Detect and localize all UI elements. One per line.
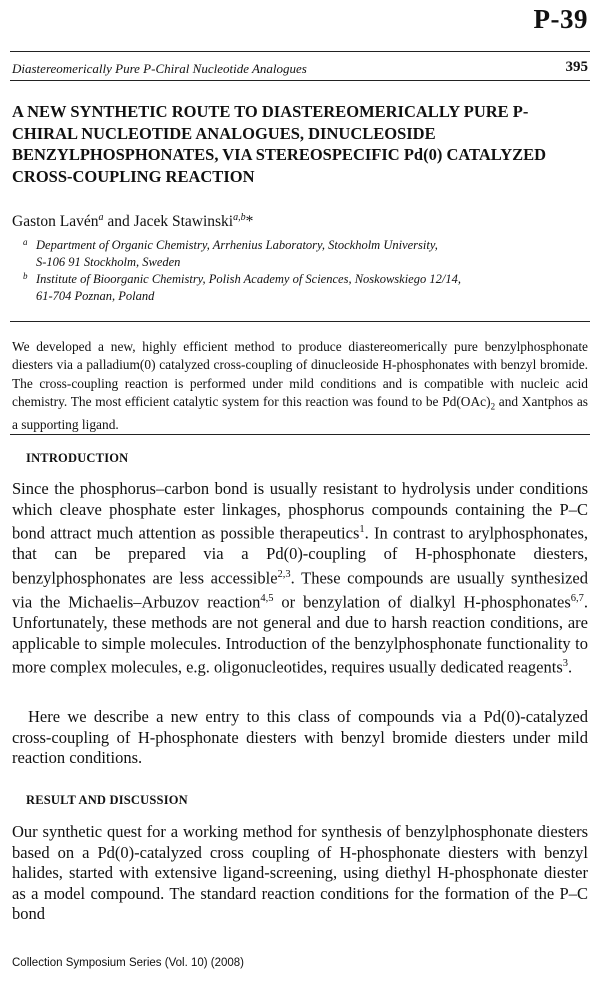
section-heading-introduction: INTRODUCTION (26, 451, 129, 465)
author-name: Gaston Lavén (12, 213, 99, 231)
page-footer: Collection Symposium Series (Vol. 10) (2008) (12, 957, 245, 969)
affiliation-label: b (23, 271, 28, 281)
intro-paragraph-2: Here we describe a new entry to this class of compounds via a Pd(0)-catalyzed cross-coupling of H-phosphonate diesters with benzyl bromide diesters under mild reaction conditions. (12, 707, 588, 768)
affiliation-label: a (23, 237, 28, 247)
author-affiliation-mark: a (98, 212, 104, 223)
section-heading-results: RESULT AND DISCUSSION (26, 793, 188, 807)
running-header-rule (10, 80, 590, 81)
citation: 3 (562, 658, 568, 670)
citation: 6,7 (570, 592, 584, 604)
affiliation-line: 61-704 Poznan, Poland (36, 289, 155, 303)
running-title: Diastereomerically Pure P-Chiral Nucleotide Analogues (12, 61, 307, 76)
results-paragraph-1: Our synthetic quest for a working method for synthesis of benzylphosphonate diesters based on a Pd(0)-catalyzed cross coupling of H-phosphonate diesters with benzyl halides, started with extensive ligand-screening, using diethyl H-phosphonate diester as a model compound. The standard reaction conditions for the formation of the P–C bond (12, 822, 588, 924)
abstract-subscript: 2 (490, 401, 496, 412)
paper-title: A NEW SYNTHETIC ROUTE TO DIASTEREOMERICALLY PURE P-CHIRAL NUCLEOTIDE ANALOGUES, DINUCLEOSIDE BENZYLPHOSPHONATES, VIA STEREOSPECIFIC Pd(0) CATALYZED CROSS-COUPLING REACTION (12, 102, 547, 186)
abstract (12, 338, 588, 434)
citation: 4,5 (260, 592, 274, 604)
affiliation-line: Institute of Bioorganic Chemistry, Polish Academy of Sciences, Noskowskiego 12/14, (36, 272, 461, 286)
author-name: Jacek Stawinski (133, 213, 234, 231)
affiliation-b (23, 271, 586, 305)
author-affiliation-mark: a,b (233, 212, 246, 223)
citation: 2,3 (277, 568, 291, 580)
corresponding-author-mark: * (245, 213, 254, 231)
page-number: 395 (565, 59, 588, 75)
abstract-bottom-rule (10, 434, 590, 435)
abstract-top-rule (10, 321, 590, 322)
header-rule (10, 51, 590, 52)
abstract-text: We developed a new, highly efficient method to produce diastereomerically pure benzylphosphonate diesters via a palladium(0) catalyzed cross-coupling of dinucleoside H-phosphonates with benzyl bromide. The cross-coupling reaction is performed under mild conditions and is compatible with nucleic acid chemistry. The most efficient catalytic system for this reaction was found to be Pd(OAc) (12, 339, 588, 409)
citation: 1 (359, 524, 365, 536)
author-list (12, 212, 253, 231)
affiliation-line: S-106 91 Stockholm, Sweden (36, 255, 181, 269)
abstract-text-tail: and Xantphos as a supporting ligand. (12, 393, 588, 432)
affiliation-a (23, 237, 586, 271)
symposium-code: P-39 (533, 4, 588, 34)
affiliation-line: Department of Organic Chemistry, Arrhenius Laboratory, Stockholm University, (36, 238, 438, 252)
intro-paragraph-1: Since the phosphorus–carbon bond is usually resistant to hydrolysis under conditions which cleave phosphate ester linkages, phosphorus compounds containing the P–C bond attract much attention as possible therapeutics$^1$. In contrast to arylphosphonates, that can be prepared via a Pd(0)-coupling of H-phosphonate diesters, benzylphosphonates are less accessible$^{2,3}$. These compounds are usually synthesized via the Michaelis–Arbuzov reaction$^{4,5}$ or benzylation of dialkyl H-phosphonates$^{6,7}$. Unfortunately, these methods are not general and due to harsh reaction conditions, are applicable to simple molecules. Introduction of the benzylphosphonate functionality to more complex molecules, e.g. oligonucleotides, requires usually dedicated reagents$^3$. (12, 479, 589, 677)
author-joiner: and (107, 213, 130, 231)
